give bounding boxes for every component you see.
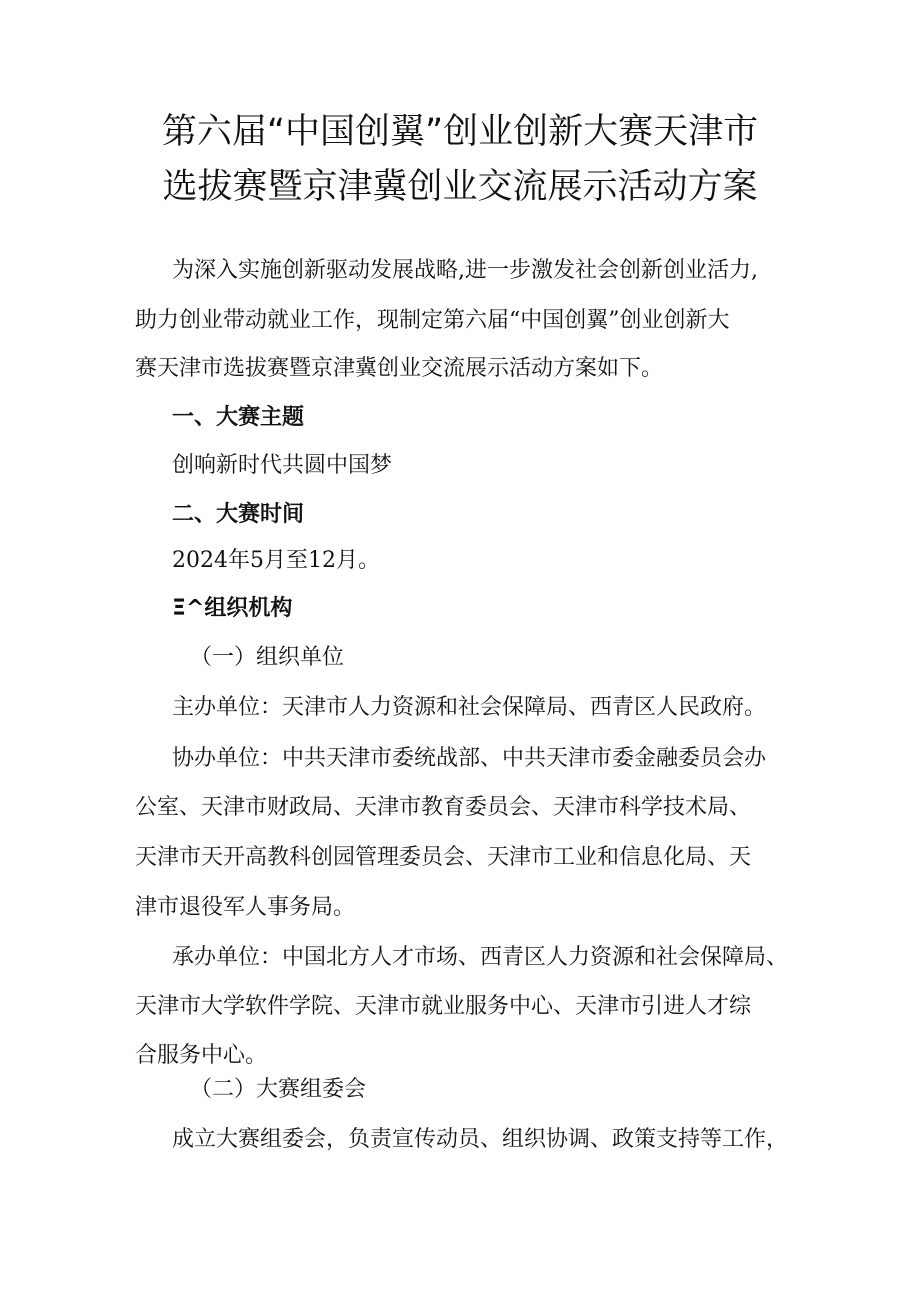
co-organizers-line-3: 天津市天开高教科创园管理委员会、天津市工业和信息化局、天 <box>135 845 752 870</box>
undertakers-line-3: 合服务中心。 <box>135 1043 268 1068</box>
document-title-line-1: 第六届“中国创翼”创业创新大赛天津市 <box>161 112 759 152</box>
co-organizers-line-1: 协办单位：中共天津市委统战部、中共天津市委金融委员会办 <box>172 746 767 771</box>
section-heading-time: 二、大赛时间 <box>172 502 305 527</box>
document-title-line-2: 选拔赛暨京津冀创业交流展示活动方案 <box>162 167 758 207</box>
co-organizers-line-2: 公室、天津市财政局、天津市教育委员会、天津市科学技术局、 <box>135 795 752 820</box>
section-body-theme: 创响新时代共圆中国梦 <box>172 453 393 478</box>
section-heading-organization: Ξ^组织机构 <box>172 596 293 621</box>
subsection-heading-units: （一）组织单位 <box>190 645 345 670</box>
host-units: 主办单位：天津市人力资源和社会保障局、西青区人民政府。 <box>172 695 767 720</box>
section-heading-theme: 一、大赛主题 <box>172 405 305 430</box>
intro-paragraph-line-2: 助力创业带动就业工作，现制定第六届“中国创翼”创业创新大 <box>135 308 730 333</box>
intro-paragraph-line-1: 为深入实施创新驱动发展战略,进一步激发社会创新创业活力, <box>172 258 758 283</box>
section-body-time: 2024年5月至12月。 <box>172 548 380 573</box>
intro-paragraph-line-3: 赛天津市选拔赛暨京津冀创业交流展示活动方案如下。 <box>135 356 664 381</box>
committee-body-line-1: 成立大赛组委会，负责宣传动员、组织协调、政策支持等工作， <box>172 1127 789 1152</box>
undertakers-line-1: 承办单位：中国北方人才市场、西青区人力资源和社会保障局、 <box>172 945 789 970</box>
subsection-heading-committee: （二）大赛组委会 <box>190 1077 367 1102</box>
undertakers-line-2: 天津市大学软件学院、天津市就业服务中心、天津市引进人才综 <box>135 994 752 1019</box>
co-organizers-line-4: 津市退役军人事务局。 <box>135 895 356 920</box>
